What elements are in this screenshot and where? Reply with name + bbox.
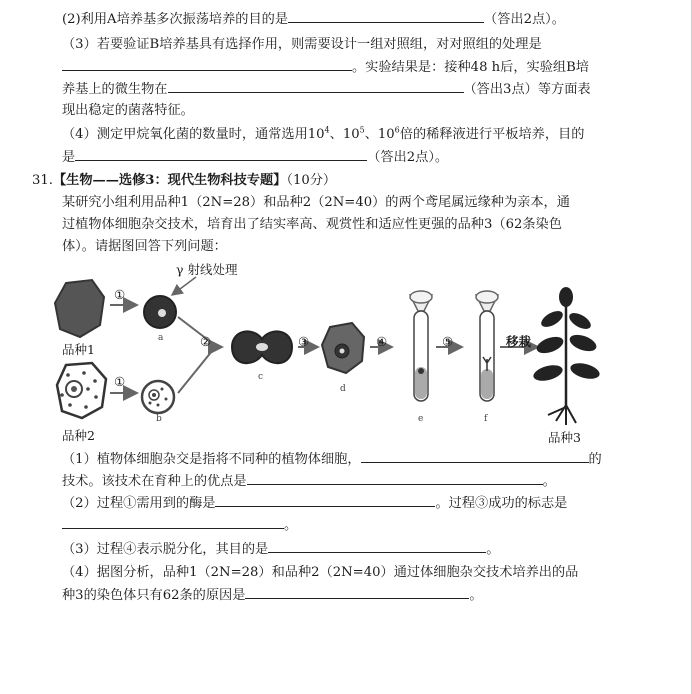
question-title: 【生物——选修3：现代生物科技专题】 (52, 173, 287, 188)
answer-blank[interactable] (215, 492, 435, 507)
step-3-label: ③ (298, 334, 310, 349)
question-score: （10分） (286, 173, 337, 188)
label-f: f (484, 414, 488, 424)
fused-cell-c-icon (232, 331, 292, 363)
subq4-text: 种3的染色体只有62条的原因是 (62, 588, 246, 603)
subq1-line1 (62, 448, 602, 471)
subq4-text: （4）据图分析，品种1（2N=28）和品种2（2N=40）通过体细胞杂交技术培养出的品 (62, 565, 579, 580)
q30-part3-result: 。实验结果是：接种48 h后，实验组B培 (352, 60, 589, 75)
q30-part3-line4 (62, 100, 194, 122)
step-2-label: ② (200, 334, 212, 349)
protoplast-a-icon (144, 296, 176, 328)
q30-part4-line2 (62, 146, 448, 169)
q30-part3-text2: 养基上的微生物在 (62, 82, 168, 97)
step-1-label: ① (114, 287, 126, 302)
plant-variety3-icon (532, 287, 602, 425)
exponent: 5 (359, 125, 365, 135)
subq1-text: （1）植物体细胞杂交是指将不同种的植物体细胞， (62, 452, 361, 467)
variety1-label: 品种1 (62, 342, 95, 357)
subq4-line1 (62, 562, 578, 584)
subq4-line2 (62, 584, 483, 607)
subq2-line2 (62, 514, 297, 537)
subq1-text: 技术。该技术在育种上的优点是 (62, 474, 247, 489)
subq2-line1 (62, 492, 567, 515)
q30-part4-text: 、10 (329, 127, 360, 142)
subq2-text: （2）过程①需用到的酶是 (62, 496, 216, 511)
hybrid-cell-d-icon (322, 323, 364, 373)
q30-part4-text: （4）测定甲烷氧化菌的数量时，通常选用10 (62, 127, 325, 142)
variety2-cell-icon (57, 363, 106, 418)
q30-part2-hint: （答出2点）。 (484, 12, 565, 27)
q30-part2-line (62, 8, 565, 31)
answer-blank[interactable] (62, 56, 352, 71)
q30-part3-line2 (62, 56, 589, 79)
answer-blank[interactable] (268, 538, 486, 553)
label-d: d (340, 384, 346, 394)
subq2-text: 。 (284, 518, 298, 533)
q30-part4-text: 是 (62, 150, 76, 165)
test-tube-f-icon (476, 291, 498, 401)
gamma-arrow-icon (172, 277, 196, 295)
step-1b-label: ① (114, 374, 126, 389)
label-b: b (156, 414, 162, 424)
label-e: e (418, 414, 424, 424)
q30-part2-text: (2)利用A培养基多次振荡培养的目的是 (62, 12, 289, 27)
q30-part3-hint: （答出3点）等方面表 (463, 82, 591, 97)
subq1-text: 的 (588, 452, 602, 467)
intro-text: 过植物体细胞杂交技术，培育出了结实率高、观赏性和适应性更强的品种3（62条染色 (62, 217, 562, 232)
label-c: c (258, 372, 264, 382)
answer-blank[interactable] (168, 78, 464, 93)
answer-blank[interactable] (62, 514, 284, 529)
subq1-line2 (62, 470, 556, 493)
step-5-label: ⑤ (442, 334, 454, 349)
test-tube-e-icon (410, 291, 432, 401)
intro-text: 某研究小组利用品种1（2N=28）和品种2（2N=40）的两个鸢尾属远缘种为亲本，通 (62, 195, 570, 210)
answer-blank[interactable] (288, 8, 484, 23)
gamma-ray-label: γ 射线处理 (176, 262, 238, 277)
label-a: a (158, 333, 164, 343)
variety2-label: 品种2 (62, 428, 95, 443)
exponent: 6 (394, 125, 400, 135)
q30-part3-line3 (62, 78, 591, 101)
subq1-text: 。 (542, 474, 556, 489)
q30-part4-text: 倍的稀释液进行平板培养，目的 (399, 127, 585, 142)
transplant-label: 移栽 (506, 334, 532, 349)
answer-blank[interactable] (245, 584, 469, 599)
subq3-text: （3）过程④表示脱分化，其目的是 (62, 542, 269, 557)
q30-part4-text: 、10 (364, 127, 395, 142)
arrow-icon (178, 351, 212, 393)
answer-blank[interactable] (361, 448, 589, 463)
q30-part4-hint: （答出2点）。 (367, 150, 449, 165)
variety1-cell-icon (55, 280, 104, 337)
subq2-text: 。过程③成功的标志是 (435, 496, 568, 511)
question-number: 31. (32, 173, 53, 188)
q31-intro-line1 (62, 192, 570, 214)
answer-blank[interactable] (75, 146, 367, 161)
q31-header (32, 170, 336, 192)
exponent: 4 (324, 125, 330, 135)
step-4-label: ④ (376, 334, 388, 349)
subq3-line (62, 538, 499, 561)
cell-fusion-diagram (0, 255, 692, 455)
q30-part4-line1 (62, 124, 584, 146)
q30-part3-text3: 现出稳定的菌落特征。 (62, 103, 194, 118)
q30-part3-line1 (62, 34, 542, 56)
subq4-text: 。 (469, 588, 483, 603)
subq3-text: 。 (486, 542, 500, 557)
protoplast-b-icon (142, 381, 174, 413)
intro-text: 体）。请据图回答下列问题： (62, 239, 227, 254)
answer-blank[interactable] (247, 470, 543, 485)
variety3-label: 品种3 (548, 430, 581, 445)
q30-part3-text: （3）若要验证B培养基具有选择作用，则需要设计一组对照组，对对照组的处理是 (62, 37, 542, 52)
q31-intro-line2 (62, 214, 562, 236)
